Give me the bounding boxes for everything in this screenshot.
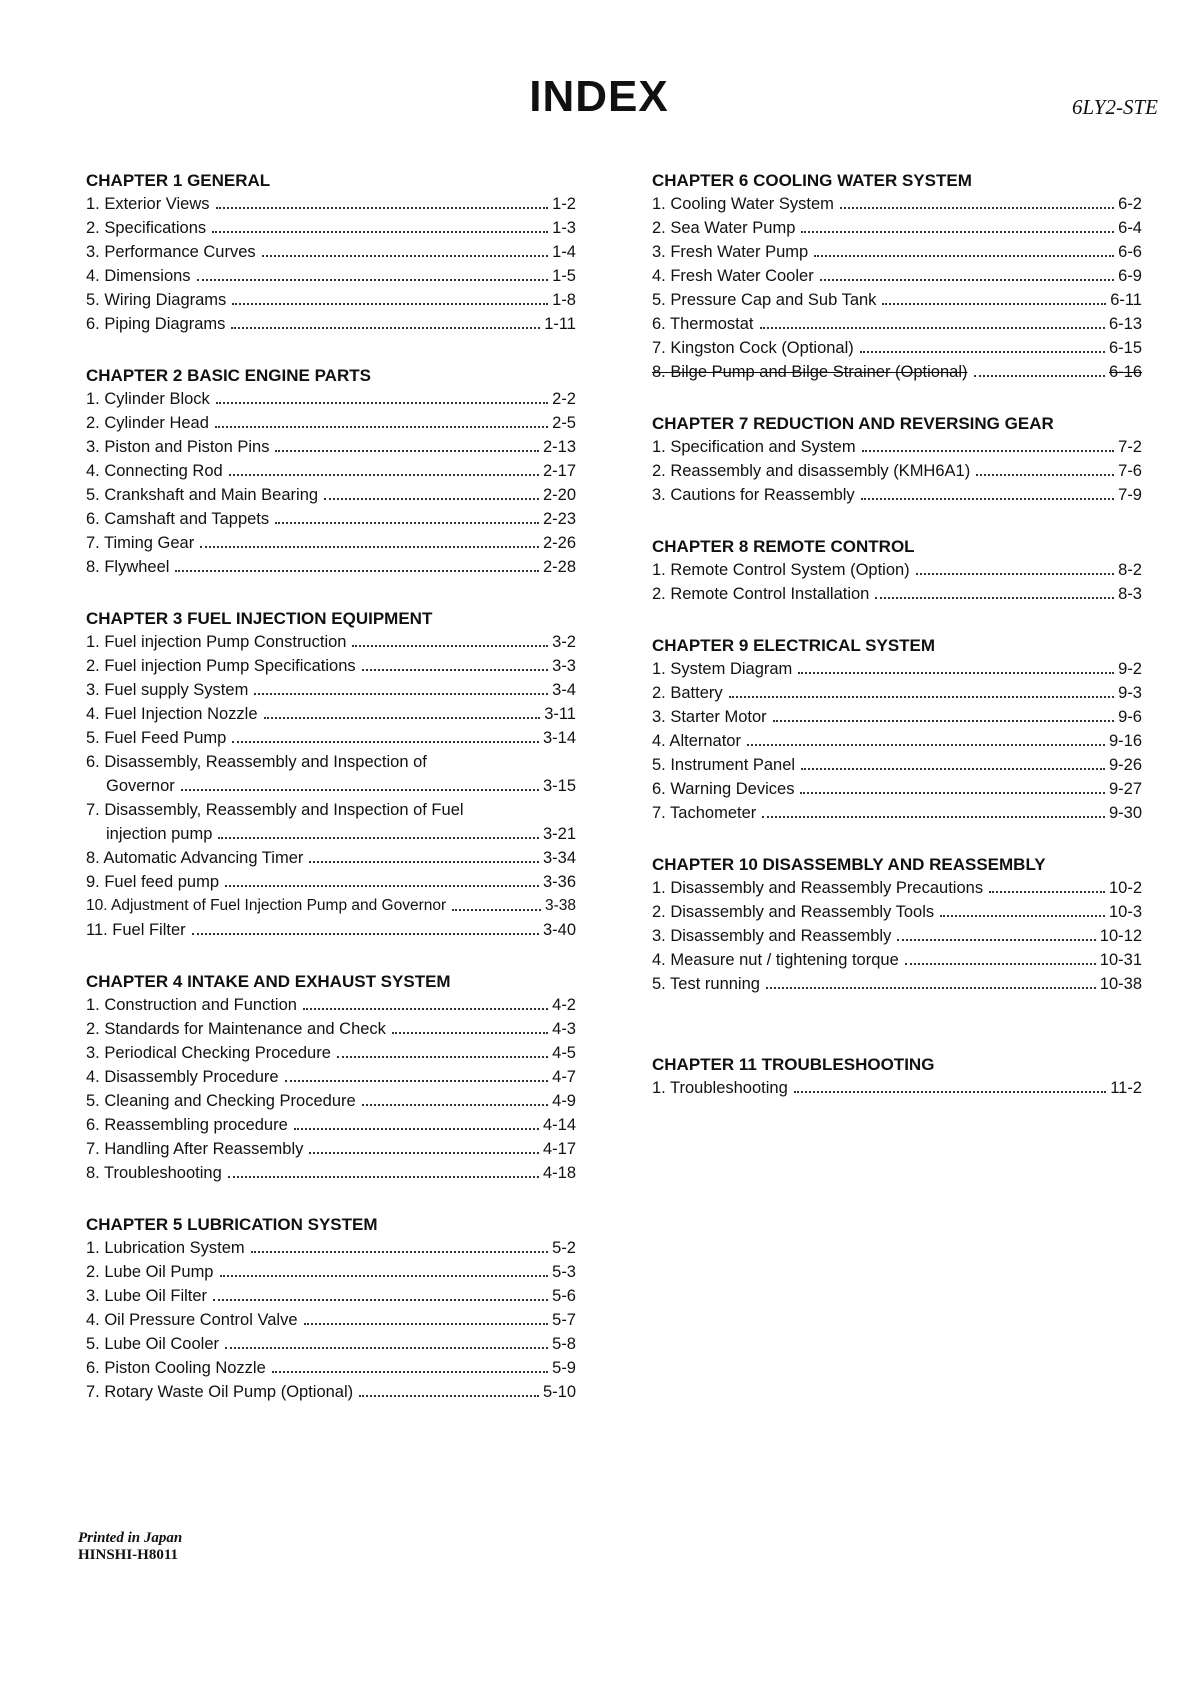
toc-entry[interactable]: 2. Battery 9-3 (652, 681, 1142, 705)
toc-entry[interactable]: 8. Automatic Advancing Timer 3-34 (86, 846, 576, 870)
chapter-title: CHAPTER 1 GENERAL (86, 171, 271, 190)
toc-entry[interactable]: 3. Disassembly and Reassembly 10-12 (652, 924, 1142, 948)
toc-entry[interactable]: 8. Troubleshooting 4-18 (86, 1161, 576, 1185)
toc-entry[interactable]: 2. Sea Water Pump 6-4 (652, 216, 1142, 240)
chapter-2 (86, 365, 576, 579)
right-column (652, 170, 1142, 1129)
footer (78, 1530, 182, 1564)
toc-entry[interactable]: 3. Fuel supply System 3-4 (86, 678, 576, 702)
toc-entry[interactable]: 7. Rotary Waste Oil Pump (Optional) 5-10 (86, 1380, 576, 1404)
toc-entry[interactable]: 1. Disassembly and Reassembly Precautions 10-2 (652, 876, 1142, 900)
toc-entry[interactable]: 5. Wiring Diagrams 1-8 (86, 288, 576, 312)
toc-entry-struck[interactable]: 8. Bilge Pump and Bilge Strainer (Optional) 6-16 (652, 360, 1142, 384)
toc-entry[interactable]: 4. Connecting Rod 2-17 (86, 459, 576, 483)
chapter-title: CHAPTER 8 REMOTE CONTROL (652, 537, 915, 556)
toc-entry[interactable]: 1. System Diagram 9-2 (652, 657, 1142, 681)
toc-entry[interactable]: 2. Specifications 1-3 (86, 216, 576, 240)
toc-entry[interactable]: 6. Piston Cooling Nozzle 5-9 (86, 1356, 576, 1380)
toc-entry[interactable]: 2. Disassembly and Reassembly Tools 10-3 (652, 900, 1142, 924)
page-title: INDEX (529, 72, 669, 121)
toc-entry[interactable]: 2. Lube Oil Pump 5-3 (86, 1260, 576, 1284)
toc-entry[interactable]: 5. Pressure Cap and Sub Tank 6-11 (652, 288, 1142, 312)
chapter-title: CHAPTER 9 ELECTRICAL SYSTEM (652, 636, 936, 655)
toc-entry[interactable]: 3. Starter Motor 9-6 (652, 705, 1142, 729)
toc-entry[interactable]: 6. Disassembly, Reassembly and Inspection of Governor 3-15 (86, 753, 576, 795)
toc-entry[interactable]: 1. Specification and System 7-2 (652, 435, 1142, 459)
chapter-9 (652, 635, 1142, 825)
toc-entry[interactable]: 1. Cooling Water System 6-2 (652, 192, 1142, 216)
chapter-7 (652, 413, 1142, 507)
chapter-3 (86, 608, 576, 942)
toc-entry[interactable]: 7. Timing Gear 2-26 (86, 531, 576, 555)
chapter-title: CHAPTER 7 REDUCTION AND REVERSING GEAR (652, 414, 1054, 433)
chapter-title: CHAPTER 6 COOLING WATER SYSTEM (652, 171, 972, 190)
toc-entry[interactable]: 2. Reassembly and disassembly (KMH6A1) 7-6 (652, 459, 1142, 483)
toc-entry[interactable]: 4. Dimensions 1-5 (86, 264, 576, 288)
chapter-title: CHAPTER 2 BASIC ENGINE PARTS (86, 366, 371, 385)
toc-entry[interactable]: 6. Reassembling procedure 4-14 (86, 1113, 576, 1137)
toc-entry[interactable]: 2. Remote Control Installation 8-3 (652, 582, 1142, 606)
toc-entry[interactable]: 4. Oil Pressure Control Valve 5-7 (86, 1308, 576, 1332)
printed-in: Printed in Japan (78, 1530, 183, 1546)
toc-entry[interactable]: 6. Piping Diagrams 1-11 (86, 312, 576, 336)
chapter-title: CHAPTER 10 DISASSEMBLY AND REASSEMBLY (652, 855, 1046, 874)
chapter-title: CHAPTER 3 FUEL INJECTION EQUIPMENT (86, 609, 433, 628)
chapter-6 (652, 170, 1142, 384)
toc-entry[interactable]: 10. Adjustment of Fuel Injection Pump and Governor 3-38 (86, 894, 576, 918)
toc-entry[interactable]: 7. Handling After Reassembly 4-17 (86, 1137, 576, 1161)
toc-entry[interactable]: 7. Disassembly, Reassembly and Inspection of Fuel injection pump 3-21 (86, 801, 576, 843)
toc-entry[interactable]: 7. Tachometer 9-30 (652, 801, 1142, 825)
toc-entry[interactable]: 5. Fuel Feed Pump 3-14 (86, 726, 576, 750)
toc-entry[interactable]: 3. Performance Curves 1-4 (86, 240, 576, 264)
toc-entry[interactable]: 2. Cylinder Head 2-5 (86, 411, 576, 435)
toc-entry[interactable]: 1. Lubrication System 5-2 (86, 1236, 576, 1260)
toc-entry[interactable]: 6. Thermostat 6-13 (652, 312, 1142, 336)
toc-entry[interactable]: 1. Construction and Function 4-2 (86, 993, 576, 1017)
toc-entry[interactable]: 5. Cleaning and Checking Procedure 4-9 (86, 1089, 576, 1113)
toc-entry[interactable]: 4. Measure nut / tightening torque 10-31 (652, 948, 1142, 972)
toc-entry[interactable]: 5. Test running 10-38 (652, 972, 1142, 996)
toc-entry[interactable]: 1. Troubleshooting 11-2 (652, 1076, 1142, 1100)
toc-entry[interactable]: 6. Camshaft and Tappets 2-23 (86, 507, 576, 531)
chapter-11 (652, 1054, 1142, 1100)
chapter-10 (652, 854, 1142, 996)
chapter-5 (86, 1214, 576, 1404)
toc-entry[interactable]: 5. Crankshaft and Main Bearing 2-20 (86, 483, 576, 507)
toc-entry[interactable]: 1. Remote Control System (Option) 8-2 (652, 558, 1142, 582)
toc-entry[interactable]: 2. Standards for Maintenance and Check 4-3 (86, 1017, 576, 1041)
toc-entry[interactable]: 3. Fresh Water Pump 6-6 (652, 240, 1142, 264)
toc-entry[interactable]: 1. Fuel injection Pump Construction 3-2 (86, 630, 576, 654)
toc-entry[interactable]: 3. Piston and Piston Pins 2-13 (86, 435, 576, 459)
chapter-1 (86, 170, 576, 336)
toc-entry[interactable]: 1. Exterior Views 1-2 (86, 192, 576, 216)
toc-entry[interactable]: 3. Cautions for Reassembly 7-9 (652, 483, 1142, 507)
toc-entry[interactable]: 8. Flywheel 2-28 (86, 555, 576, 579)
left-column (86, 170, 576, 1433)
toc-entry[interactable]: 4. Disassembly Procedure 4-7 (86, 1065, 576, 1089)
chapter-title: CHAPTER 11 TROUBLESHOOTING (652, 1055, 935, 1074)
chapter-8 (652, 536, 1142, 606)
toc-entry[interactable]: 5. Instrument Panel 9-26 (652, 753, 1142, 777)
toc-entry[interactable]: 6. Warning Devices 9-27 (652, 777, 1142, 801)
toc-entry[interactable]: 3. Lube Oil Filter 5-6 (86, 1284, 576, 1308)
chapter-title: CHAPTER 4 INTAKE AND EXHAUST SYSTEM (86, 972, 451, 991)
toc-entry[interactable]: 7. Kingston Cock (Optional) 6-15 (652, 336, 1142, 360)
toc-entry[interactable]: 4. Alternator 9-16 (652, 729, 1142, 753)
chapter-4 (86, 971, 576, 1185)
toc-entry[interactable]: 2. Fuel injection Pump Specifications 3-3 (86, 654, 576, 678)
document-code: HINSHI-H8011 (78, 1547, 179, 1563)
toc-entry[interactable]: 3. Periodical Checking Procedure 4-5 (86, 1041, 576, 1065)
toc-entry[interactable]: 11. Fuel Filter 3-40 (86, 918, 576, 942)
toc-entry[interactable]: 9. Fuel feed pump 3-36 (86, 870, 576, 894)
chapter-title: CHAPTER 5 LUBRICATION SYSTEM (86, 1215, 378, 1234)
toc-entry[interactable]: 4. Fresh Water Cooler 6-9 (652, 264, 1142, 288)
toc-entry[interactable]: 5. Lube Oil Cooler 5-8 (86, 1332, 576, 1356)
toc-entry[interactable]: 4. Fuel Injection Nozzle 3-11 (86, 702, 576, 726)
model-number: 6LY2-STE (1072, 95, 1158, 119)
toc-entry[interactable]: 1. Cylinder Block 2-2 (86, 387, 576, 411)
